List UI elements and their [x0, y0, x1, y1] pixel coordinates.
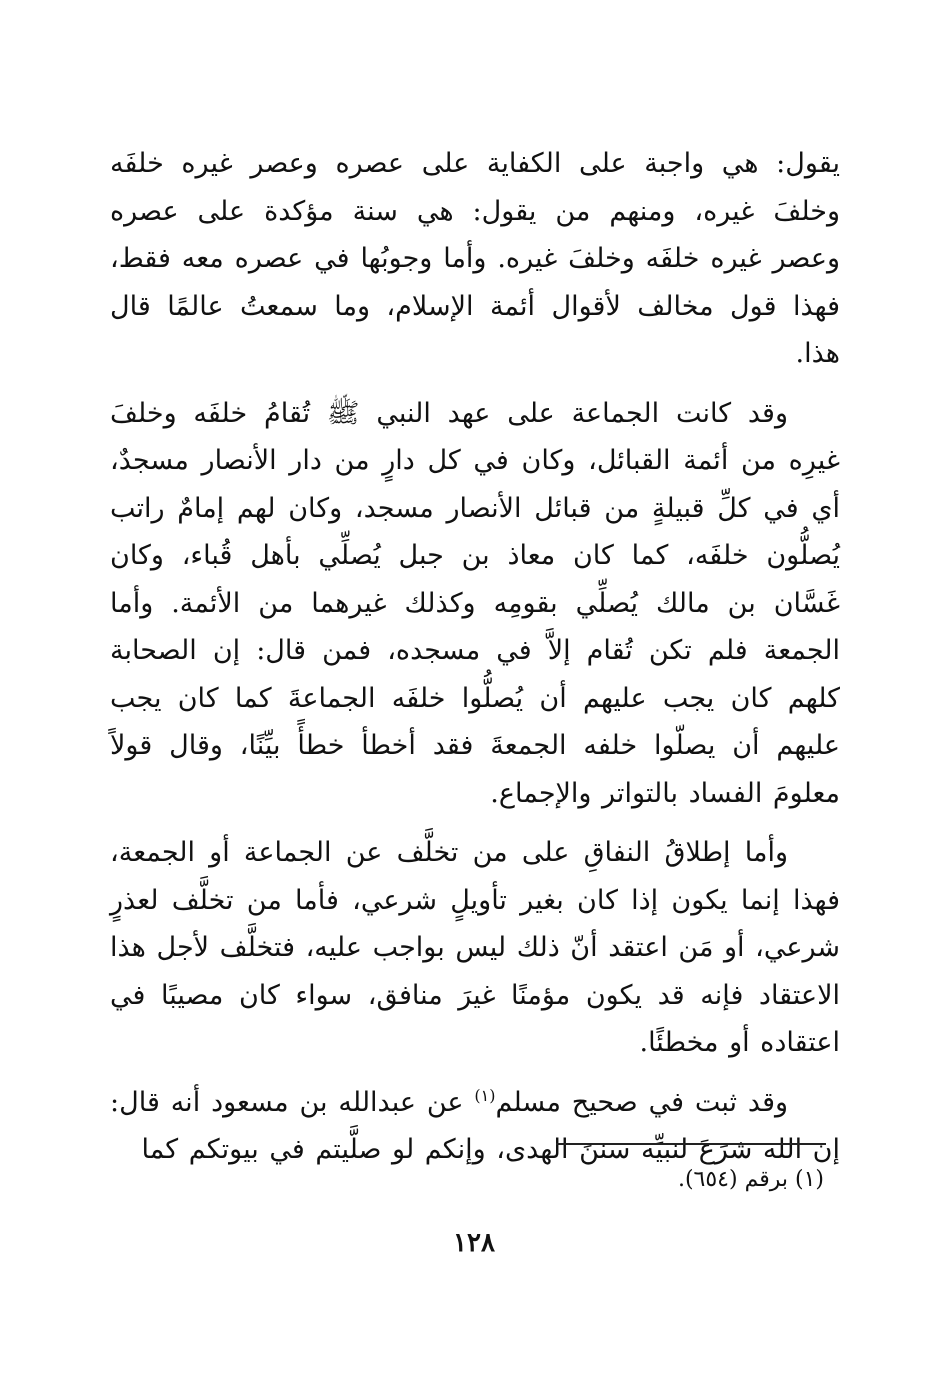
paragraph-1: يقول: هي واجبة على الكفاية على عصره وعصر غيره خلفَه وخلفَ غيره، ومنهم من يقول: هي سنة مؤكدة على عصره وعصر غيره خلفَه وخلفَ غيره. وأما وجوبُها في عصره معه فقط، فهذا قول مخالف لأقوال أئمة الإسلام، وما سمعتُ عالمًا قال هذا.: [110, 148, 840, 369]
footnote: (١) برقم (٦٥٤).: [677, 1167, 824, 1192]
paragraph-4: [110, 1079, 840, 1174]
footnote-divider: [556, 1143, 826, 1145]
page-number: ١٢٨: [453, 1228, 495, 1258]
paragraph-2: وقد كانت الجماعة على عهد النبي ﷺ تُقامُ خلفَه وخلفَ غيرِه من أئمة القبائل، وكان في كل دارٍ من دار الأنصار مسجدٌ، أي في كلِّ قبيلةٍ من قبائل الأنصار مسجد، وكان لهم إمامٌ راتب يُصلُّون خلفَه، كما كان معاذ بن جبل يُصلِّي بأهل قُباء، وكان غَسَّان بن مالك يُصلِّي بقومِه وكذلك غيرهما من الأئمة. وأما الجمعة فلم تكن تُقام إلاَّ في مسجده، فمن قال: إن الصحابة كلهم كان يجب عليهم أن يُصلُّوا خلفَه الجماعةَ كما كان يجب عليهم أن يصلّوا خلفه الجمعةَ فقد أخطأ خطأً بيِّنًا، وقال قولاً معلومَ الفساد بالتواتر والإجماع.: [110, 397, 840, 809]
footnote-reference: (١): [474, 1085, 496, 1105]
paragraph-3: وأما إطلاقُ النفاقِ على من تخلَّف عن الجماعة أو الجمعة، فهذا إنما يكون إذا كان بغير تأويلٍ شرعي، فأما من تخلَّف لعذرٍ شرعي، أو مَن اعتقد أنّ ذلك ليس بواجب عليه، فتخلَّف لأجل هذا الاعتقاد فإنه قد يكون مؤمنًا غيرَ منافق، سواء كان مصيبًا في اعتقاده أو مخطئًا.: [110, 837, 841, 1058]
paragraph-4-start: وقد ثبت في صحيح مسلم: [495, 1086, 789, 1118]
paragraph-4-rest: عن عبدالله بن مسعود أنه قال: إن الله شرَعَ لنبيِّه سننَ الهدى، وإنكم لو صلَّيتم في بيوتكم كما: [110, 1086, 840, 1165]
main-text: [110, 140, 840, 1186]
